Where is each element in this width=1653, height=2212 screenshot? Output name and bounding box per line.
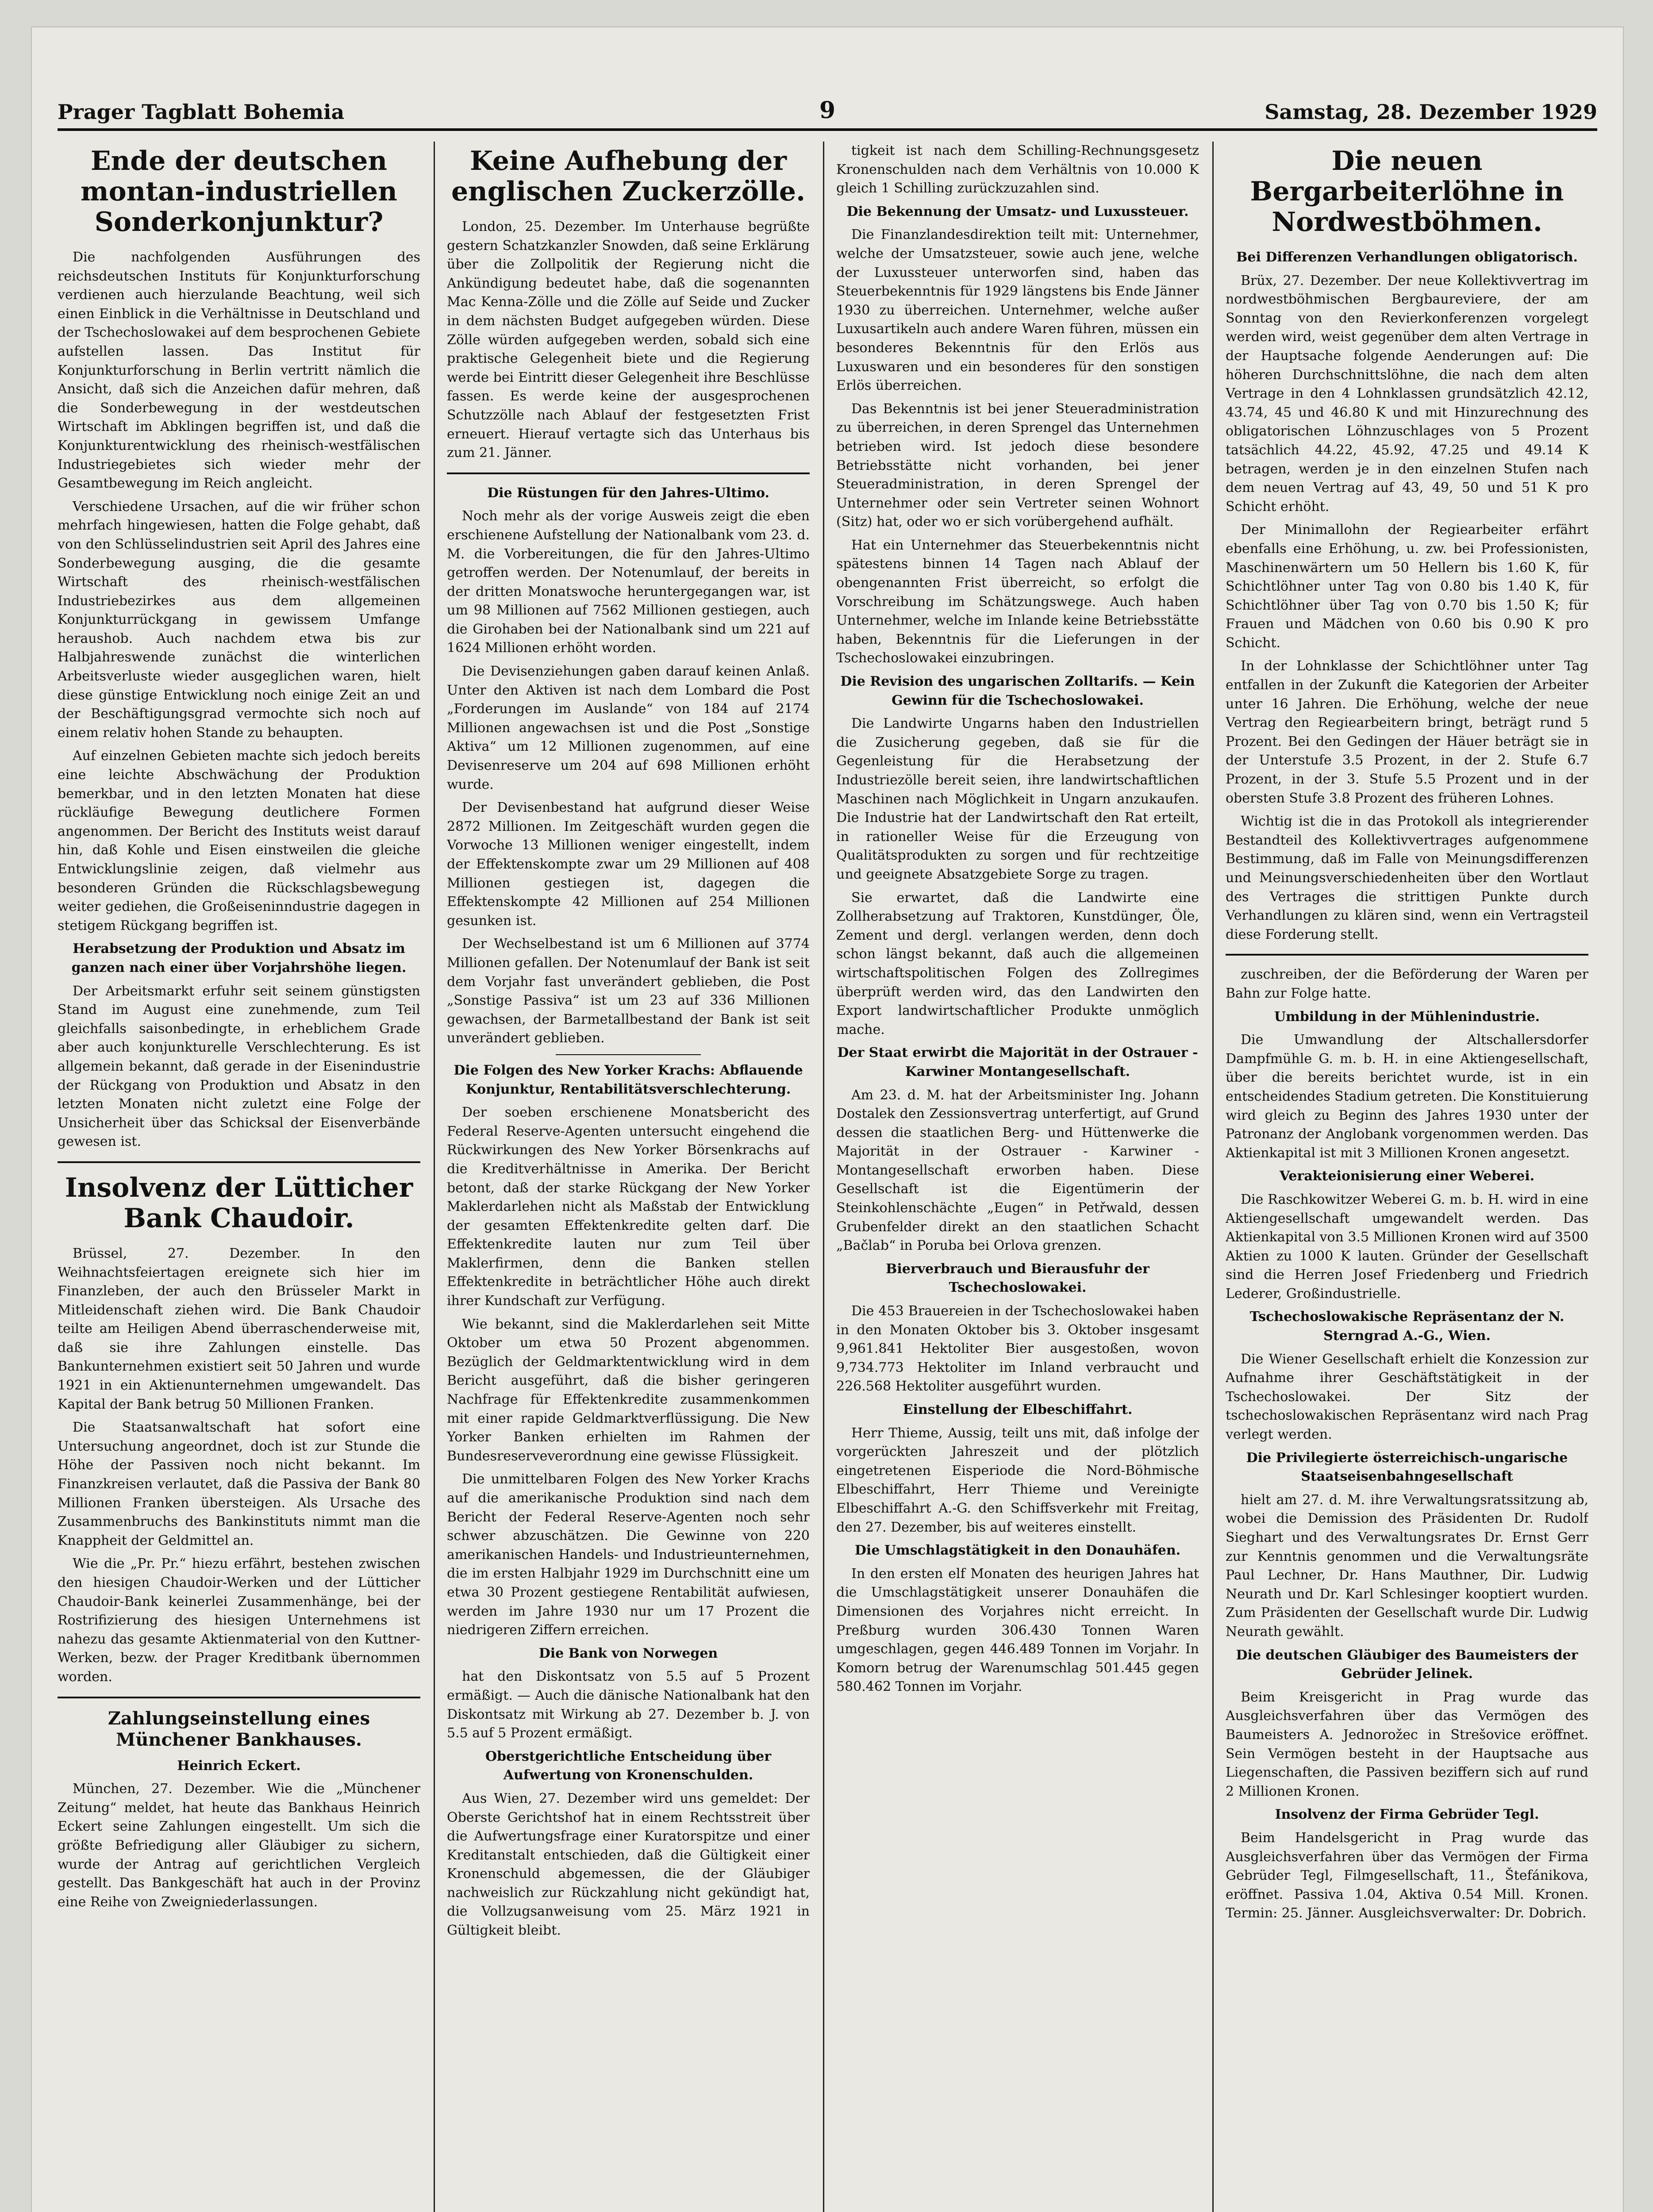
article-paragraph: Der Minimallohn der Regiearbeiter erfährt ebenfalls eine Erhöhung, u. zw. bei Professionisten, Maschinenwärtern um 50 Hellern bis 1.60 K, für Schichtlöhner unter Tag von 0.80 bis 1.40 K, für Schichtlöhner über Tag von 0.70 bis 1.50 K; für Frauen und Mädchen von 0.60 bis 0.90 K pro Schicht.: [1226, 522, 1588, 651]
article-paragraph: Die Landwirte Ungarns haben den Industriellen die Zusicherung gegeben, daß sie für die Gegenleistung für die Herabsetzung der Industriezölle bereit seien, ihre landwirtschaftlichen Maschinen nach Möglichkeit in Ungarn anzukaufen. Die Industrie hat der Landwirtschaft den Rat erteilt, in rationeller Weise für die Erzeugung von Qualitätsprodukten zu sorgen und für rechtzeitige und geeignete Absatzgebiete Sorge zu tragen.: [836, 716, 1199, 882]
article-divider: [58, 1161, 420, 1163]
article-subheading: Der Staat erwirbt die Majorität in der Ostrauer - Karwiner Montangesellschaft.: [837, 1045, 1198, 1079]
article-subheading: Umbildung in der Mühlenindustrie.: [1274, 1009, 1540, 1025]
page-header: [58, 93, 1597, 131]
article-paragraph: Verschiedene Ursachen, auf die wir früher schon mehrfach hingewiesen, hatten die Folge gehabt, daß von den Schlüsselindustrien seit April des Jahres eine Sonderbewegung ausging, die die gesamte Wirtschaft des rheinisch-westfälischen Industriebezirkes aus dem allgemeinen Konjunkturrückgang in gewissem Umfange heraushob. Auch nachdem etwa bis zur Halbjahreswende zunächst die winterlichen Arbeitsverluste wieder ausgeglichen waren, hielt diese günstige Entwicklung noch einige Zeit an und der Beschäftigungsgrad vermochte sich noch auf einem relativ hohen Stande zu behaupten.: [58, 499, 420, 741]
article-paragraph: Der Devisenbestand hat aufgrund dieser Weise 2872 Millionen. Im Zeitgeschäft wurden gegen die Vorwoche 13 Millionen weniger eingestellt, indem der Effektenskompte zwar um 29 Millionen auf 408 Millionen gestiegen ist, dagegen die Effektenskompte 42 Millionen auf 254 Millionen gesunken ist.: [447, 800, 810, 929]
article-subheading: Die Umschlagstätigkeit in den Donauhäfen.: [854, 1543, 1181, 1559]
article-paragraph: Beim Handelsgericht in Prag wurde das Ausgleichsverfahren über das Vermögen der Firma Gebrüder Tegl, Filmgesellschaft, 11., Štefánikova, eröffnet. Passiva 1.04, Aktiva 0.54 Mill. Kronen. Termin: 25. Jänner. Ausgleichsverwalter: Dr. Dobrich.: [1226, 1830, 1588, 1921]
article-headline: Insolvenz der Lütticher Bank Chaudoir.: [65, 1172, 413, 1234]
article-paragraph: Wie bekannt, sind die Maklerdarlehen seit Mitte Oktober um etwa 50 Prozent abgenommen. Bezüglich der Geldmarktentwicklung wird in dem Bericht ausgeführt, daß die bisher geringeren Nachfrage für Effektenkredite zusammenkommen mit einer rapide Geldmarktverflüssigung. Die New Yorker Banken erhielten im Rahmen der Bundesreserveverordnung eine gewisse Flüssigkeit.: [447, 1316, 810, 1464]
article-paragraph: Die unmittelbaren Folgen des New Yorker Krachs auf die amerikanische Produktion sind nach dem Bericht der Federal Reserve-Agenten noch sehr schwer abzuschätzen. Die Gewinne von 220 amerikanischen Handels- und Industrieunternehmen, die im ersten Halbjahr 1929 im Durchschnitt eine um etwa 30 Prozent gestiegene Rentabilität aufwiesen, werden im Jahre 1930 nur um 17 Prozent die niedrigeren Ziffern erreichen.: [447, 1471, 810, 1638]
article-paragraph: Brüx, 27. Dezember. Der neue Kollektivvertrag im nordwestböhmischen Bergbaureviere, der am Sonntag von den Revierkonferenzen vorgelegt werden wird, weist gegenüber dem alten Vertrage in der Hauptsache folgende Aenderungen auf: Die höheren Durchschnittslöhne, die nach dem alten Vertrage in den 4 Lohnklassen grundsätzlich 42.12, 43.74, 45 und 46.80 K und mit Hinzurechnung des obligatorischen Löhnzuschlages von 5 Prozent tatsächlich 44.22, 45.92, 47.25 und 49.14 K betragen, werden je in den einzelnen Stufen nach dem neuen Vertrag auf 43, 49, 50 und 51 K pro Schicht erhöht.: [1226, 273, 1588, 515]
article-subheading: Die Folgen des New Yorker Krachs: Abflauende Konjunktur, Rentabilitätsverschlechterung.: [454, 1062, 803, 1097]
column-rule: [434, 142, 435, 2212]
article-subheading: Die deutschen Gläubiger des Baumeisters der Gebrüder Jelinek.: [1236, 1647, 1578, 1682]
article-paragraph: Der Arbeitsmarkt erfuhr seit seinem günstigsten Stand im August eine zunehmende, zum Teil gleichfalls saisonbedingte, in erheblichem Grade aber auch konjunkturelle Verschlechterung. Es ist allgemein bekannt, daß gerade in der Eisenindustrie der Rückgang von Produktion und Absatz in den letzten Monaten nicht zuletzt eine Folge der Unsicherheit über das Schicksal der Eisenverbände gewesen ist.: [58, 983, 420, 1150]
article-subheading: Die Rüstungen für den Jahres-Ultimo.: [487, 485, 769, 501]
issue-date: Samstag, 28. Dezember 1929: [1265, 100, 1597, 124]
article-subheading: Heinrich Eckert.: [177, 1758, 301, 1774]
article-subheading: Tschechoslowakische Repräsentanz der N. Sterngrad A.-G., Wien.: [1249, 1309, 1565, 1344]
article-paragraph: hat den Diskontsatz von 5.5 auf 5 Prozent ermäßigt. — Auch die dänische Nationalbank hat den Diskontsatz mit Wirkung ab 27. Dezember b. J. von 5.5 auf 5 Prozent ermäßigt.: [447, 1669, 810, 1741]
article-paragraph: Hat ein Unternehmer das Steuerbekenntnis nicht spätestens binnen 14 Tagen nach Ablauf der obengenannten Frist überreicht, so erfolgt die Vorschreibung im Schätzungswege. Auch haben Unternehmer, welche im Inlande keine Betriebsstätte haben, Bekenntnis für die Lieferungen in der Tschechoslowakei einzubringen.: [836, 537, 1199, 666]
column-3: [836, 142, 1199, 2212]
article-divider: [1226, 954, 1588, 956]
article-subheading: Einstellung der Elbeschiffahrt.: [903, 1402, 1133, 1417]
article-headline: Zahlungseinstellung eines Münchener Bankhauses.: [108, 1708, 370, 1750]
article-divider: [447, 472, 810, 474]
article-paragraph: In der Lohnklasse der Schichtlöhner unter Tag entfallen in der Zukunft die Kategorien der Arbeiter unter 16 Jahren. Die Erhöhung, welche der neue Vertrag den Regiearbeitern bringt, beträgt rund 5 Prozent. Bei den Gedingen der Häuer beträgt sie in der Unterstufe 3.5 Prozent, in der 2. Stufe 6.7 Prozent, in der 3. Stufe 5.5 Prozent und in der obersten Stufe 3.8 Prozent des früheren Lohnes.: [1226, 658, 1588, 806]
article-paragraph: Noch mehr als der vorige Ausweis zeigt die eben erschienene Aufstellung der Nationalbank vom 23. d. M. die Vorbereitungen, die für den Jahres-Ultimo getroffen werden. Der Notenumlauf, der bereits in der dritten Monatswoche heruntergegangen war, ist um 98 Millionen auf 7562 Millionen gestiegen, auch die Girohaben bei der Nationalbank sind um 221 auf 1624 Millionen erhöht worden.: [447, 508, 810, 656]
article-subheading: Die Privilegierte österreichisch-ungarische Staatseisenbahngesellschaft: [1246, 1450, 1568, 1485]
article-subheading: Insolvenz der Firma Gebrüder Tegl.: [1275, 1807, 1539, 1823]
article-paragraph: Die Devisenziehungen gaben darauf keinen Anlaß. Unter den Aktiven ist nach dem Lombard die Post „Forderungen im Auslande“ von 184 auf 2174 Millionen angewachsen ist und die Post „Sonstige Aktiva“ um 12 Millionen zugenommen, auf eine Devisenreserve um 204 auf 698 Millionen erhöht wurde.: [447, 664, 810, 792]
newspaper-page: [31, 27, 1624, 2212]
article-paragraph: Die Staatsanwaltschaft hat sofort eine Untersuchung angeordnet, doch ist zur Stunde die Höhe der Passiven noch nicht bekannt. Im Finanzkreisen verlautet, daß die Passiva der Bank 80 Millionen Franken übersteigen. Als Ursache des Zusammenbruchs des Bankinstituts nimmt man die Knappheit der Geldmittel an.: [58, 1420, 420, 1548]
article-paragraph: Die nachfolgenden Ausführungen des reichsdeutschen Instituts für Konjunkturforschung verdienen auch hierzulande Beachtung, weil sich einen Einblick in die Verhältnisse in Deutschland und der Tschechoslowakei auf dem besprochenen Gebiete aufstellen lassen. Das Institut für Konjunkturforschung in Berlin vertritt nämlich die Ansicht, daß sich die Anzeichen dafür mehren, daß die Sonderbewegung in der westdeutschen Wirtschaft im Abklingen begriffen ist, und daß die Konjunkturentwicklung des rheinisch-westfälischen Industriegebietes sich wieder mehr der Gesamtbewegung im Reich angleicht.: [58, 250, 420, 492]
article-paragraph: München, 27. Dezember. Wie die „Münchener Zeitung“ meldet, hat heute das Bankhaus Heinrich Eckert seine Zahlungen eingestellt. Um sich die größte Befriedigung aller Gläubiger zu sichern, wurde der Antrag auf gerichtlichen Vergleich gestellt. Das Bankgeschäft hat auch in der Provinz eine Reihe von Zweigniederlassungen.: [58, 1781, 420, 1910]
article-divider: [58, 1697, 420, 1698]
article-paragraph: Die Wiener Gesellschaft erhielt die Konzession zur Aufnahme ihrer Geschäftstätigkeit in der Tschechoslowakei. Der Sitz der tschechoslowakischen Repräsentanz wird nach Prag verlegt werden.: [1226, 1351, 1588, 1443]
article-headline: Keine Aufhebung der englischen Zuckerzölle.: [451, 146, 805, 207]
article-paragraph: hielt am 27. d. M. ihre Verwaltungsratssitzung ab, wobei die Demission des Präsidenten Dr. Rudolf Sieghart und des Verwaltungsrates Dr. Ernst Gerr zur Kenntnis genommen und die Verwaltungsräte Paul Lechner, Dr. Hans Mauthner, Dir. Ludwig Neurath und Dr. Karl Schlesinger kooptiert wurden. Zum Präsidenten der Gesellschaft wurde Dir. Ludwig Neurath gewählt.: [1226, 1492, 1588, 1640]
article-paragraph: Sie erwartet, daß die Landwirte eine Zollherabsetzung auf Traktoren, Kunstdünger, Öle, Zement und dergl. verlangen werden, denn doch schon längst bekannt, daß auch die allgemeinen wirtschaftspolitischen Folgen des Zollregimes überprüft werden wird, das den Landwirten den Export landwirtschaftlicher Produkte unmöglich mache.: [836, 890, 1199, 1037]
article-paragraph: Wichtig ist die in das Protokoll als integrierender Bestandteil des Kollektivvertrages aufgenommene Bestimmung, daß im Falle von Meinungsdifferenzen und Meinungsverschiedenheiten über den Wortlaut des Vertrages die strittigen Punkte durch Verhandlungen zu klären sind, wenn ein Vertragsteil diese Forderung stellt.: [1226, 814, 1588, 942]
article-paragraph: zuschreiben, der die Beförderung der Waren per Bahn zur Folge hatte.: [1226, 967, 1588, 1001]
article-headline: Die neuen Bergarbeiterlöhne in Nordwestböhmen.: [1250, 146, 1564, 238]
article-paragraph: London, 25. Dezember. Im Unterhause begrüßte gestern Schatzkanzler Snowden, daß seine Erklärung über die Zollpolitik der Regierung nicht die Ankündigung bedeutet habe, daß die sogenannten Mac Kenna-Zölle und die Zölle auf Seide und Zucker in dem nächsten Budget aufgegeben würden. Diese Zölle würden aufgegeben werden, sobald sich eine praktische Gelegenheit biete und die Regierung werde bei Eintritt dieser Gelegenheit ihre Beschlüsse fassen. Es werde keine der ausgesprochenen Schutzzölle nach Ablauf der festgesetzten Frist erneuert. Hierauf vertagte sich das Unterhaus bis zum 21. Jänner.: [447, 219, 810, 461]
short-rule: [556, 1054, 701, 1055]
column-rule: [823, 142, 824, 2212]
article-paragraph: Die Raschkowitzer Weberei G. m. b. H. wird in eine Aktiengesellschaft umgewandelt werden. Das Aktienkapital von 3.5 Millionen Kronen wird auf 3500 Aktien zu 1000 K lauten. Gründer der Gesellschaft sind die Herren Josef Friedenberg und Friedrich Lederer, Großindustrielle.: [1226, 1191, 1588, 1302]
article-subheading: Oberstgerichtliche Entscheidung über Aufwertung von Kronenschulden.: [485, 1748, 772, 1783]
columns: [58, 142, 1597, 2212]
newspaper-name: Prager Tagblatt Bohemia: [58, 100, 345, 124]
column-rule: [1212, 142, 1214, 2212]
article-paragraph: Auf einzelnen Gebieten machte sich jedoch bereits eine leichte Abschwächung der Produktion bemerkbar, und in den letzten Monaten hat diese rückläufige Bewegung deutlichere Formen angenommen. Der Bericht des Instituts weist darauf hin, daß Kohle und Eisen einstweilen die gleiche Entwicklungslinie zeigen, daß vielmehr aus besonderen Gründen die Rückschlagsbewegung weiter gediehen, die Großeiseninndustrie dagegen in stetigem Rückgang begriffen ist.: [58, 748, 420, 933]
article-paragraph: Wie die „Pr. Pr.“ hiezu erfährt, bestehen zwischen den hiesigen Chaudoir-Werken und der Lütticher Chaudoir-Bank keinerlei Zusammenhänge, bei der Rostrifizierung des hiesigen Unternehmens ist nahezu das gesamte Aktienmaterial von den Kuttner-Werken, bezw. der Prager Kreditbank übernommen worden.: [58, 1556, 420, 1685]
article-subheading: Herabsetzung der Produktion und Absatz im ganzen nach einer über Vorjahrshöhe liegen.: [71, 941, 407, 975]
article-subheading: Bei Differenzen Verhandlungen obligatorisch.: [1236, 250, 1578, 265]
article-paragraph: Die Umwandlung der Altschallersdorfer Dampfmühle G. m. b. H. in eine Aktiengesellschaft, über die bereits berichtet wurde, ist in ein entscheidendes Stadium getreten. Die Konstituierung wird gleich zu Beginn des Jahres 1930 unter der Patronanz der Anglobank vorgenommen werden. Das Aktienkapital ist mit 3 Millionen Kronen angesetzt.: [1226, 1032, 1588, 1161]
article-subheading: Die Revision des ungarischen Zolltarifs. — Kein Gewinn für die Tschechoslowakei.: [840, 674, 1195, 708]
article-paragraph: Beim Kreisgericht in Prag wurde das Ausgleichsverfahren über das Vermögen des Baumeisters A. Jednorožec in Strešovice eröffnet. Sein Vermögen besteht in der Hauptsache aus Liegenschaften, die Passiven beziffern sich auf rund 2 Millionen Kronen.: [1226, 1689, 1588, 1799]
article-subheading: Die Bank von Norwegen: [538, 1645, 718, 1661]
article-subheading: Die Bekennung der Umsatz- und Luxussteuer.: [846, 204, 1189, 219]
article-paragraph: Das Bekenntnis ist bei jener Steueradministration zu überreichen, in deren Sprengel das Unternehmen betrieben wird. Ist jedoch diese besondere Betriebsstätte nicht vorhanden, bei jener Steueradministration, in deren Sprengel der Unternehmer oder sein Vertreter seinen Wohnort (Sitz) hat, oder wo er sich vorübergehend aufhält.: [836, 401, 1199, 530]
article-subheading: Verakteionisierung einer Weberei.: [1279, 1168, 1535, 1184]
article-paragraph: Die Finanzlandesdirektion teilt mit: Unternehmer, welche der Umsatzsteuer, sowie auch jene, welche der Luxussteuer unterworfen sind, haben das Steuerbekenntnis für 1929 längstens bis Ende Jänner 1930 zu überreichen. Unternehmer, welche außer Luxusartikeln auch andere Waren führen, müssen ein besonderes Bekenntnis für den Erlös aus Luxuswaren und ein besonderes für den sonstigen Erlös überreichen.: [836, 227, 1199, 394]
article-subheading: Bierverbrauch und Bierausfuhr der Tschechoslowakei.: [885, 1261, 1149, 1296]
column-4: [1226, 142, 1588, 2212]
article-paragraph: Aus Wien, 27. Dezember wird uns gemeldet: Der Oberste Gerichtshof hat in einem Rechtsstreit über die Aufwertungsfrage einer Kuratorspitze und einer Kreditanstalt entschieden, daß die Gültigkeit einer Kronenschuld abgemessen, die der Gläubiger nachweislich zur Rückzahlung nicht gekündigt hat, die Vollzugsanweisung vom 25. März 1921 in Gültigkeit bleibt.: [447, 1790, 810, 1939]
article-paragraph: Die 453 Brauereien in der Tschechoslowakei haben in den Monaten Oktober bis 3. Oktober insgesamt 9,961.841 Hektoliter Bier ausgestoßen, wovon 9,734.773 Hektoliter im Inland verbraucht und 226.568 Hektoliter ausgeführt wurden.: [836, 1303, 1199, 1394]
article-paragraph: Der Wechselbestand ist um 6 Millionen auf 3774 Millionen gefallen. Der Notenumlauf der Bank ist seit dem Vorjahr fast unverändert geblieben, die Post „Sonstige Passiva“ ist um 23 auf 336 Millionen gewachsen, der Barmetallbestand der Bank ist seit unverändert geblieben.: [447, 936, 810, 1046]
article-paragraph: Am 23. d. M. hat der Arbeitsminister Ing. Johann Dostalek den Zessionsvertrag unterfertigt, auf Grund dessen die staatlichen Berg- und Hüttenwerke die Majorität in der Ostrauer - Karwiner - Montangesellschaft erworben haben. Diese Gesellschaft ist die Eigentümerin der Steinkohlenschächte „Eugen“ in Petřwald, dessen Grubenfelder direkt an den staatlichen Schacht „Bačlab“ in Poruba bei Orlova grenzen.: [836, 1087, 1199, 1254]
article-paragraph: In den ersten elf Monaten des heurigen Jahres hat die Umschlagstätigkeit unserer Donauhäfen die Dimensionen des Vorjahres nicht erreicht. In Preßburg wurden 306.430 Tonnen Waren umgeschlagen, gegen 446.489 Tonnen im Vorjahr. In Komorn betrug der Warenumschlag 501.445 gegen 580.462 Tonnen im Vorjahr.: [836, 1566, 1199, 1695]
article-paragraph: Herr Thieme, Aussig, teilt uns mit, daß infolge der vorgerückten Jahreszeit und der plötzlich eingetretenen Eisperiode die Nord-Böhmische Elbeschiffahrt, Herr Thieme und Vereinigte Elbeschiffahrt A.-G. den Schiffsverkehr mit Freitag, den 27. Dezember, bis auf weiteres einstellt.: [836, 1425, 1199, 1535]
column-2: [447, 142, 810, 2212]
article-headline: Ende der deutschen montan-industriellen Sonderkonjunktur?: [81, 146, 397, 238]
article-paragraph: Der soeben erschienene Monatsbericht des Federal Reserve-Agenten untersucht eingehend die Rückwirkungen des New Yorker Börsenkrachs auf die Kreditverhältnisse in Amerika. Der Bericht betont, daß der starke Rückgang der New Yorker Maklerdarlehen nicht als Maßstab der Entwicklung der gesamten Effektenkredite gelten darf. Die Effektenkredite lauten nur zum Teil über Maklerfirmen, denn die Banken stellen Effektenkredite in beträchtlicher Höhe auch direkt ihrer Kundschaft zur Verfügung.: [447, 1105, 810, 1309]
article-paragraph: tigkeit ist nach dem Schilling-Rechnungsgesetz Kronenschulden nach dem Verhältnis von 10.000 K gleich 1 Schilling zurückzuzahlen sind.: [836, 143, 1199, 196]
page-number: 9: [819, 97, 836, 124]
article-paragraph: Brüssel, 27. Dezember. In den Weihnachtsfeiertagen ereignete sich hier im Finanzleben, der auch den Brüsseler Markt in Mitleidenschaft ziehen wird. Die Bank Chaudoir teilte am Heiligen Abend überraschenderweise mit, daß sie ihre Zahlungen einstelle. Das Bankunternehmen existiert seit 50 Jahren und wurde 1921 in ein Aktienunternehmen umgewandelt. Das Kapital der Bank betrug 50 Millionen Franken.: [58, 1245, 420, 1412]
column-1: [58, 142, 420, 2212]
